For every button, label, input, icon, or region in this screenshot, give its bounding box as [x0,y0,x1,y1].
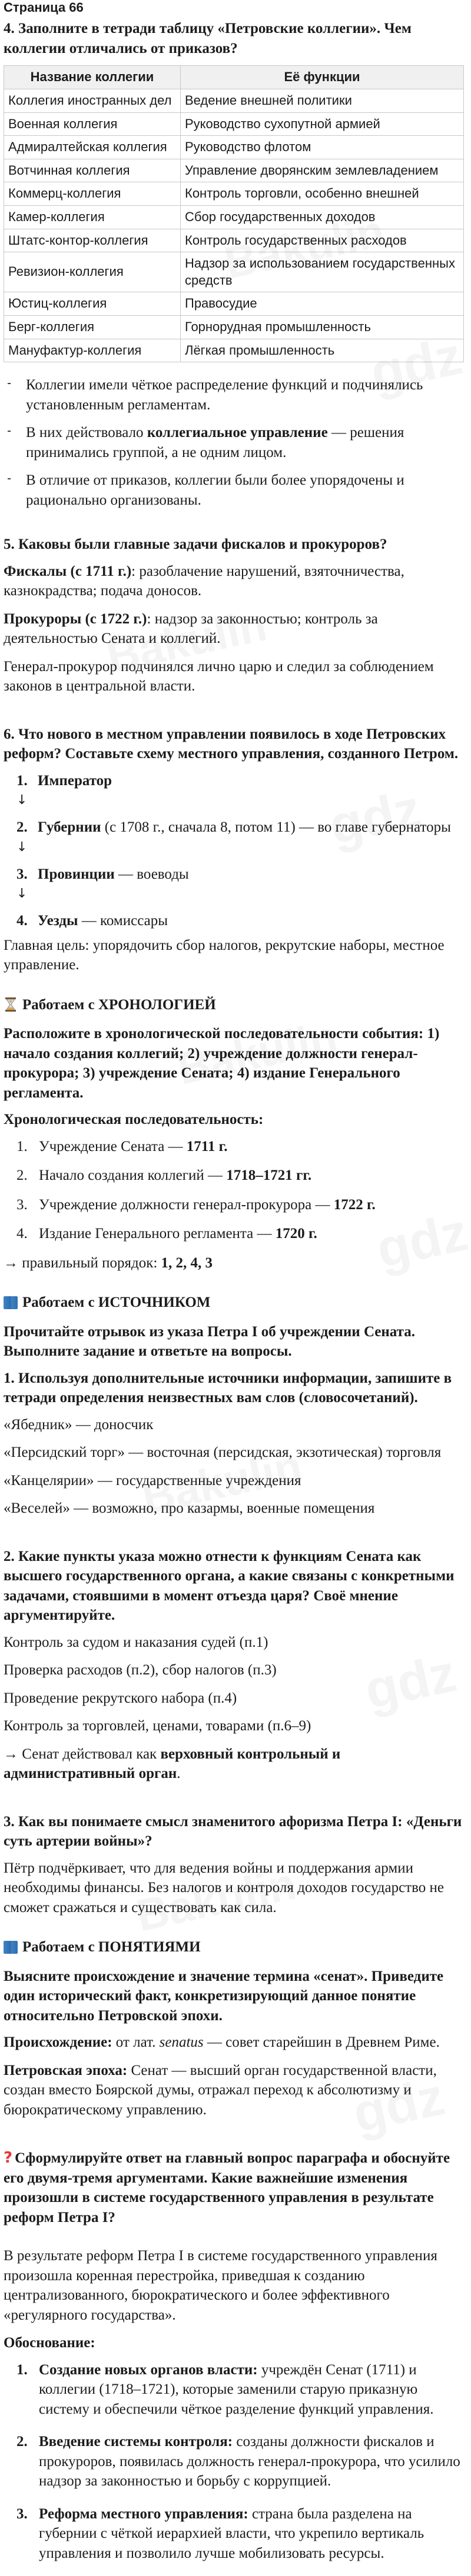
definition: «Персидский торг» — восточная (персидская, экзотическая) торговля [4,1444,442,1461]
table-row [4,292,464,316]
arrow-down-icon: ↓ [16,793,28,808]
sources-question-2: 2. Какие пункты указа можно отнести к функциям Сената как высшего государственного органа, а какие связаны с конкретными задачами, стоявшими в момент отъезда царя? Своё мнение аргументируйте. [4,1548,455,1624]
question-6-title: 6. Что нового в местном управлении появилось в ходе Петровских реформ? Составьте схему местного управления, созданного Петром. [4,726,459,762]
reasons-list [4,2360,466,2564]
final-intro: В результате реформ Петра I в системе государственного управления произошла коренная перестройка, приведшая к созданию централизованного, бюрократического и более эффективного «регулярного государства». [4,2248,437,2323]
chronology-answer: → правильный порядок: 1, 2, 4, 3 [4,1254,213,1271]
chronology-subtitle: Хронологическая последовательность: [4,1112,264,1128]
concepts-section-title: Работаем с ПОНЯТИЯМИ [4,1937,466,1957]
list-item: 3. Учреждение должности генерал-прокурора — 1722 г. [16,1196,376,1213]
arrow-down-icon: ↓ [16,839,28,855]
scheme-step: 1. Император [16,772,112,789]
basis-label: Обоснование: [4,2335,95,2351]
sources-task: Прочитайте отрывок из указа Петра I об учреждении Сената. Выполните задание и ответьте на вопросы. [4,1323,415,1360]
final-question: ? Сформулируйте ответ на главный вопрос параграфа и обоснуйте его двумя-тремя аргументами. Какие важнейшие изменения произошли в системе государственного управления в результате реформ Петра I? [4,2149,450,2225]
table-cell: Адмиралтейская коллегия [4,136,181,159]
table-cell: Надзор за использованием государственных средств [181,252,464,292]
decree-point: Проверка расходов (п.2), сбор налогов (п.3) [4,1662,277,1679]
page-label: Страница 66 [4,0,84,15]
decree-point: Контроль за торговлей, ценами, товарами (п.6–9) [4,1718,311,1734]
table-cell: Сбор государственных доходов [181,205,464,229]
table-cell: Вотчинная коллегия [4,159,181,182]
table-cell: Коллегия иностранных дел [4,89,181,112]
decree-point: Проведение рекрутского набора (п.4) [4,1690,237,1706]
table-row [4,205,464,229]
table-cell: Камер-коллегия [4,205,181,229]
scheme-step: 4. Уезды — комиссары [16,913,168,929]
list-item: - В них действовало коллегиальное управление — решения принимались группой, а не одним лицом. [7,423,404,461]
scheme-step: 2. Губернии (с 1708 г., сначала 8, потом 11) — во главе губернаторы [16,819,451,836]
arrow-down-icon: ↓ [16,886,28,902]
chronology-task: Расположите в хронологической последовательности события: 1) начало создания коллегий; 2) учреждение должности генерал-прокурора; 3) учреждение Сената; 4) издание Генерального регламента. [4,1026,440,1101]
definition: «Канцелярии» — государственные учреждения [4,1472,301,1489]
table-row [4,182,464,206]
list-item: - В отличие от приказов, коллегии были более упорядочены и рационально организованы. [7,471,404,508]
list-item: 2. Начало создания коллегий — 1718–1721 гг. [16,1167,312,1184]
list-item: - Коллегии имели чёткое распределение функций и подчинялись установленным регламентам. [7,376,423,413]
table-cell: Управление дворянским землевладением [181,159,464,182]
bullet-icon: - [7,471,12,486]
table-row [4,112,464,136]
table-cell: Лёгкая промышленность [181,339,464,362]
table-cell: Контроль торговли, особенно внешней [181,182,464,206]
list-item: 4. Издание Генерального регламента — 1720 г. [16,1226,317,1242]
table-row [4,136,464,159]
bullet-icon: - [7,423,12,438]
table-cell: Правосудие [181,292,464,316]
definition: «Веселей» — возможно, про казармы, военные помещения [4,1500,375,1517]
origin-paragraph: Происхождение: от лат. senatus — совет старейшин в Древнем Риме. [4,2034,440,2051]
question-5-title: 5. Каковы были главные задачи фискалов и прокуроров? [4,536,387,553]
goal-paragraph: Главная цель: упорядочить сбор налогов, рекрутские наборы, местное управление. [4,937,445,973]
differences-list [4,375,466,510]
table-cell: Мануфактур-коллегия [4,339,181,362]
sources-question-3: 3. Как вы понимаете смысл знаменитого афоризма Петра I: «Деньги суть артерии войны»? [4,1813,462,1850]
column-header: Название коллегии [4,66,181,89]
book-icon [4,1941,18,1954]
table-cell: Ведение внешней политики [181,89,464,112]
collegia-table [4,65,464,362]
table-row [4,89,464,112]
era-paragraph: Петровская эпоха: Сенат — высший орган государственной власти, создан вместо Боярской думы, отражал переход к абсолютизму и бюрократическому управлению. [4,2062,437,2118]
table-row [4,229,464,252]
senate-conclusion: → Сенат действовал как верховный контрольный и административный орган. [4,1746,341,1782]
list-item: 3. Реформа местного управления: страна была разделена на губернии с чёткой иерархией власти, что укрепило вертикаль управления и позволило лучше мобилизовать ресурсы. [16,2505,424,2561]
table-cell: Руководство флотом [181,136,464,159]
table-row [4,159,464,182]
local-government-scheme [4,771,466,931]
list-item: 1. Создание новых органов власти: учреждён Сенат (1711) и коллегии (1718–1721), которые заменили старую приказную систему и обеспечили чёткое разделение функций управления. [16,2361,434,2417]
table-cell: Руководство сухопутной армией [181,112,464,136]
list-item: 2. Введение системы контроля: созданы должности фискалов и прокуроров, появилась должность генерал-прокурора, что усилило надзор за законностью и борьбу с коррупцией. [16,2434,460,2490]
decree-point: Контроль за судом и наказания судей (п.1) [4,1634,268,1650]
column-header: Её функции [181,66,464,89]
concepts-task: Выясните происхождение и значение термина «сенат». Приведите один исторический факт, конкретизирующий данное понятие относительно Петровской эпохи. [4,1968,444,2024]
general-procuror-paragraph: Генерал-прокурор подчинялся лично царю и следил за соблюдением законов в центральной власти. [4,658,434,695]
hourglass-icon [4,997,18,1012]
aphorism-answer: Пётр подчёркивает, что для ведения войны и поддержания армии необходимы финансы. Без налогов и контроля доходов государство не сможет сражаться и существовать как сила. [4,1860,444,1916]
scheme-step: 3. Провинции — воеводы [16,866,189,882]
table-cell: Штатс-контор-коллегия [4,229,181,252]
table-cell: Контроль государственных расходов [181,229,464,252]
chronology-section-title: Работаем с ХРОНОЛОГИЕЙ [4,995,466,1015]
definition: «Ябедник» — доносчик [4,1416,154,1433]
chronology-list [4,1137,466,1244]
table-cell: Коммерц-коллегия [4,182,181,206]
question-mark-icon: ? [4,2149,13,2167]
table-cell: Военная коллегия [4,112,181,136]
table-cell: Ревизион-коллегия [4,252,181,292]
procurors-paragraph: Прокуроры (с 1722 г.): надзор за законностью; контроль за деятельностью Сената и коллегий. [4,610,378,647]
sources-section-title: Работаем с ИСТОЧНИКОМ [4,1293,466,1313]
table-cell: Берг-коллегия [4,315,181,339]
fiscals-paragraph: Фискалы (с 1711 г.): разоблачение нарушений, взяточничества, казнокрадства; подача доносов. [4,563,404,599]
table-row [4,315,464,339]
sources-question-1: 1. Используя дополнительные источники информации, запишите в тетради определения неизвестных вам слов (словосочетаний). [4,1370,452,1406]
table-cell: Горнорудная промышленность [181,315,464,339]
bullet-icon: - [7,376,12,391]
table-row [4,339,464,362]
question-4-title: 4. Заполните в тетради таблицу «Петровские коллегии». Чем коллегии отличались от приказов? [4,21,412,56]
table-cell: Юстиц-коллегия [4,292,181,316]
table-row [4,252,464,292]
list-item: 1. Учреждение Сената — 1711 г. [16,1138,228,1154]
book-icon [4,1296,18,1309]
table-header-row [4,66,464,89]
